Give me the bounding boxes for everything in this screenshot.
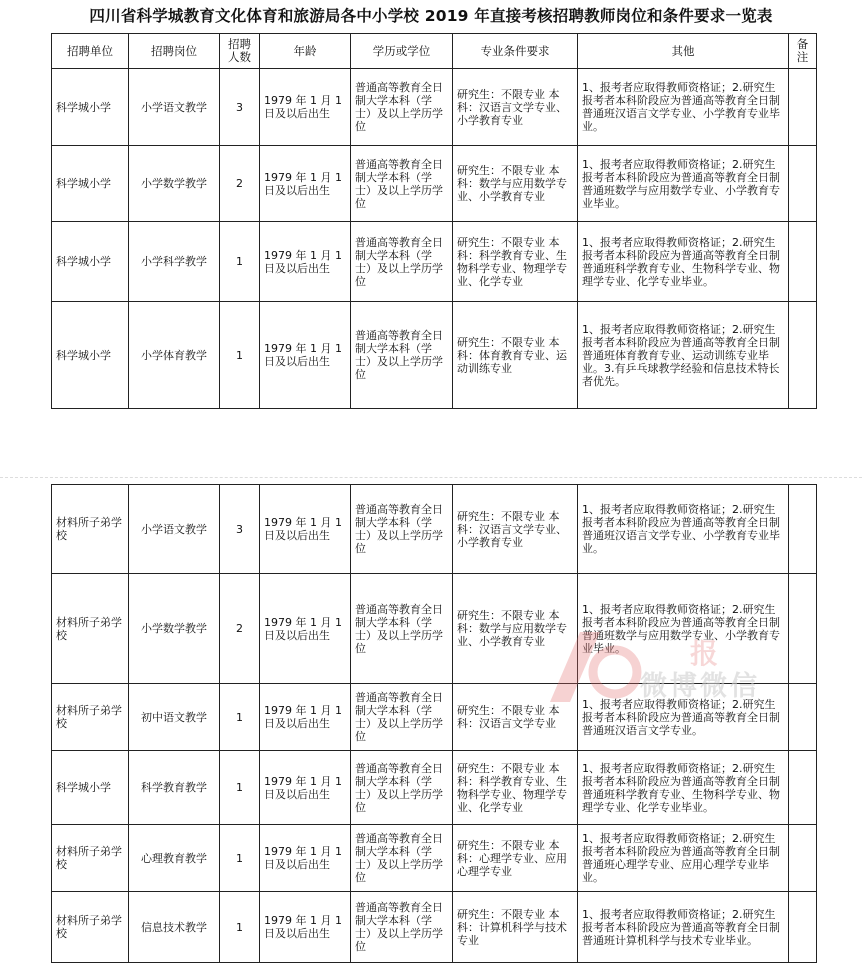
cell-post: 科学教育教学 bbox=[129, 751, 220, 825]
header-count: 招聘人数 bbox=[220, 34, 260, 69]
cell-post: 小学数学教学 bbox=[129, 146, 220, 222]
cell-post: 小学体育教学 bbox=[129, 302, 220, 409]
table-row bbox=[52, 302, 817, 409]
watermark-text-1: 报 bbox=[690, 637, 721, 670]
cell-unit: 科学城小学 bbox=[52, 146, 129, 222]
cell-unit: 科学城小学 bbox=[52, 302, 129, 409]
cell-other: 1、报考者应取得教师资格证；2.研究生报考者本科阶段应为普通高等教育全日制普通班数学与应用数学专业、小学教育专业毕业。 bbox=[578, 574, 789, 684]
cell-edu: 普通高等教育全日制大学本科（学士）及以上学历学位 bbox=[351, 684, 453, 751]
cell-post: 初中语文教学 bbox=[129, 684, 220, 751]
table-row bbox=[52, 825, 817, 892]
cell-edu: 普通高等教育全日制大学本科（学士）及以上学历学位 bbox=[351, 69, 453, 146]
cell-age: 1979 年 1 月 1 日及以后出生 bbox=[260, 222, 351, 302]
header-unit: 招聘单位 bbox=[52, 34, 129, 69]
cell-note bbox=[789, 574, 817, 684]
header-other: 其他 bbox=[578, 34, 789, 69]
cell-note bbox=[789, 485, 817, 574]
table-row bbox=[52, 485, 817, 574]
cell-note bbox=[789, 684, 817, 751]
table-row bbox=[52, 751, 817, 825]
cell-age: 1979 年 1 月 1 日及以后出生 bbox=[260, 892, 351, 963]
cell-count: 2 bbox=[220, 146, 260, 222]
cell-age: 1979 年 1 月 1 日及以后出生 bbox=[260, 684, 351, 751]
header-edu: 学历或学位 bbox=[351, 34, 453, 69]
cell-post: 心理教育教学 bbox=[129, 825, 220, 892]
recruitment-table-part2 bbox=[51, 484, 817, 963]
cell-count: 1 bbox=[220, 684, 260, 751]
cell-unit: 科学城小学 bbox=[52, 751, 129, 825]
cell-unit: 材料所子弟学校 bbox=[52, 892, 129, 963]
header-post: 招聘岗位 bbox=[129, 34, 220, 69]
cell-major: 研究生：不限专业 本科：汉语言文学专业 bbox=[453, 684, 578, 751]
cell-other: 1、报考者应取得教师资格证；2.研究生报考者本科阶段应为普通高等教育全日制普通班科学教育专业、生物科学专业、物理学专业、化学专业毕业。 bbox=[578, 222, 789, 302]
cell-post: 小学科学教学 bbox=[129, 222, 220, 302]
cell-major: 研究生：不限专业 本科：科学教育专业、生物科学专业、物理学专业、化学专业 bbox=[453, 751, 578, 825]
cell-major: 研究生：不限专业 本科：汉语言文学专业、小学教育专业 bbox=[453, 69, 578, 146]
cell-unit: 科学城小学 bbox=[52, 69, 129, 146]
cell-edu: 普通高等教育全日制大学本科（学士）及以上学历学位 bbox=[351, 825, 453, 892]
cell-other: 1、报考者应取得教师资格证；2.研究生报考者本科阶段应为普通高等教育全日制普通班汉语言文学专业。 bbox=[578, 684, 789, 751]
cell-other: 1、报考者应取得教师资格证；2.研究生报考者本科阶段应为普通高等教育全日制普通班计算机科学与技术专业毕业。 bbox=[578, 892, 789, 963]
cell-note bbox=[789, 892, 817, 963]
cell-other: 1、报考者应取得教师资格证；2.研究生报考者本科阶段应为普通高等教育全日制普通班科学教育专业、生物科学专业、物理学专业、化学专业毕业。 bbox=[578, 751, 789, 825]
cell-count: 1 bbox=[220, 892, 260, 963]
cell-post: 信息技术教学 bbox=[129, 892, 220, 963]
cell-edu: 普通高等教育全日制大学本科（学士）及以上学历学位 bbox=[351, 485, 453, 574]
cell-edu: 普通高等教育全日制大学本科（学士）及以上学历学位 bbox=[351, 146, 453, 222]
cell-count: 1 bbox=[220, 825, 260, 892]
cell-age: 1979 年 1 月 1 日及以后出生 bbox=[260, 69, 351, 146]
cell-major: 研究生：不限专业 本科：心理学专业、应用心理学专业 bbox=[453, 825, 578, 892]
cell-count: 3 bbox=[220, 485, 260, 574]
table-row bbox=[52, 222, 817, 302]
cell-age: 1979 年 1 月 1 日及以后出生 bbox=[260, 574, 351, 684]
cell-post: 小学语文教学 bbox=[129, 69, 220, 146]
table-row bbox=[52, 69, 817, 146]
cell-other: 1、报考者应取得教师资格证；2.研究生报考者本科阶段应为普通高等教育全日制普通班心理学专业、应用心理学专业毕业。 bbox=[578, 825, 789, 892]
page-break bbox=[0, 477, 862, 478]
table-row bbox=[52, 146, 817, 222]
cell-unit: 材料所子弟学校 bbox=[52, 574, 129, 684]
table-row bbox=[52, 892, 817, 963]
cell-count: 1 bbox=[220, 302, 260, 409]
cell-note bbox=[789, 825, 817, 892]
cell-other: 1、报考者应取得教师资格证；2.研究生报考者本科阶段应为普通高等教育全日制普通班汉语言文学专业、小学教育专业毕业。 bbox=[578, 485, 789, 574]
cell-age: 1979 年 1 月 1 日及以后出生 bbox=[260, 751, 351, 825]
cell-unit: 材料所子弟学校 bbox=[52, 485, 129, 574]
cell-major: 研究生：不限专业 本科：体育教育专业、运动训练专业 bbox=[453, 302, 578, 409]
cell-note bbox=[789, 146, 817, 222]
cell-note bbox=[789, 751, 817, 825]
cell-edu: 普通高等教育全日制大学本科（学士）及以上学历学位 bbox=[351, 574, 453, 684]
cell-edu: 普通高等教育全日制大学本科（学士）及以上学历学位 bbox=[351, 751, 453, 825]
cell-age: 1979 年 1 月 1 日及以后出生 bbox=[260, 302, 351, 409]
watermark-text-2: 微博微信 bbox=[640, 671, 760, 702]
cell-count: 1 bbox=[220, 751, 260, 825]
cell-unit: 材料所子弟学校 bbox=[52, 825, 129, 892]
header-major: 专业条件要求 bbox=[453, 34, 578, 69]
cell-edu: 普通高等教育全日制大学本科（学士）及以上学历学位 bbox=[351, 892, 453, 963]
cell-post: 小学语文教学 bbox=[129, 485, 220, 574]
cell-age: 1979 年 1 月 1 日及以后出生 bbox=[260, 825, 351, 892]
cell-note bbox=[789, 302, 817, 409]
cell-count: 3 bbox=[220, 69, 260, 146]
page-title: 四川省科学城教育文化体育和旅游局各中小学校 2019 年直接考核招聘教师岗位和条件要求一览表 bbox=[89, 7, 773, 25]
cell-other: 1、报考者应取得教师资格证；2.研究生报考者本科阶段应为普通高等教育全日制普通班汉语言文学专业、小学教育专业毕业。 bbox=[578, 69, 789, 146]
cell-edu: 普通高等教育全日制大学本科（学士）及以上学历学位 bbox=[351, 302, 453, 409]
cell-major: 研究生：不限专业 本科：数学与应用数学专业、小学教育专业 bbox=[453, 146, 578, 222]
cell-unit: 科学城小学 bbox=[52, 222, 129, 302]
cell-other: 1、报考者应取得教师资格证；2.研究生报考者本科阶段应为普通高等教育全日制普通班数学与应用数学专业、小学教育专业毕业。 bbox=[578, 146, 789, 222]
table-header-row bbox=[52, 34, 817, 69]
header-note: 备注 bbox=[789, 34, 817, 69]
cell-unit: 材料所子弟学校 bbox=[52, 684, 129, 751]
cell-major: 研究生：不限专业 本科：科学教育专业、生物科学专业、物理学专业、化学专业 bbox=[453, 222, 578, 302]
recruitment-table-part1 bbox=[51, 33, 817, 409]
cell-post: 小学数学教学 bbox=[129, 574, 220, 684]
cell-count: 1 bbox=[220, 222, 260, 302]
header-age: 年龄 bbox=[260, 34, 351, 69]
cell-note bbox=[789, 69, 817, 146]
cell-other: 1、报考者应取得教师资格证；2.研究生报考者本科阶段应为普通高等教育全日制普通班体育教育专业、运动训练专业毕业。3.有乒乓球教学经验和信息技术特长者优先。 bbox=[578, 302, 789, 409]
cell-edu: 普通高等教育全日制大学本科（学士）及以上学历学位 bbox=[351, 222, 453, 302]
cell-note bbox=[789, 222, 817, 302]
cell-count: 2 bbox=[220, 574, 260, 684]
cell-major: 研究生：不限专业 本科：汉语言文学专业、小学教育专业 bbox=[453, 485, 578, 574]
cell-major: 研究生：不限专业 本科：计算机科学与技术专业 bbox=[453, 892, 578, 963]
cell-age: 1979 年 1 月 1 日及以后出生 bbox=[260, 485, 351, 574]
cell-age: 1979 年 1 月 1 日及以后出生 bbox=[260, 146, 351, 222]
cell-major: 研究生：不限专业 本科：数学与应用数学专业、小学教育专业 bbox=[453, 574, 578, 684]
